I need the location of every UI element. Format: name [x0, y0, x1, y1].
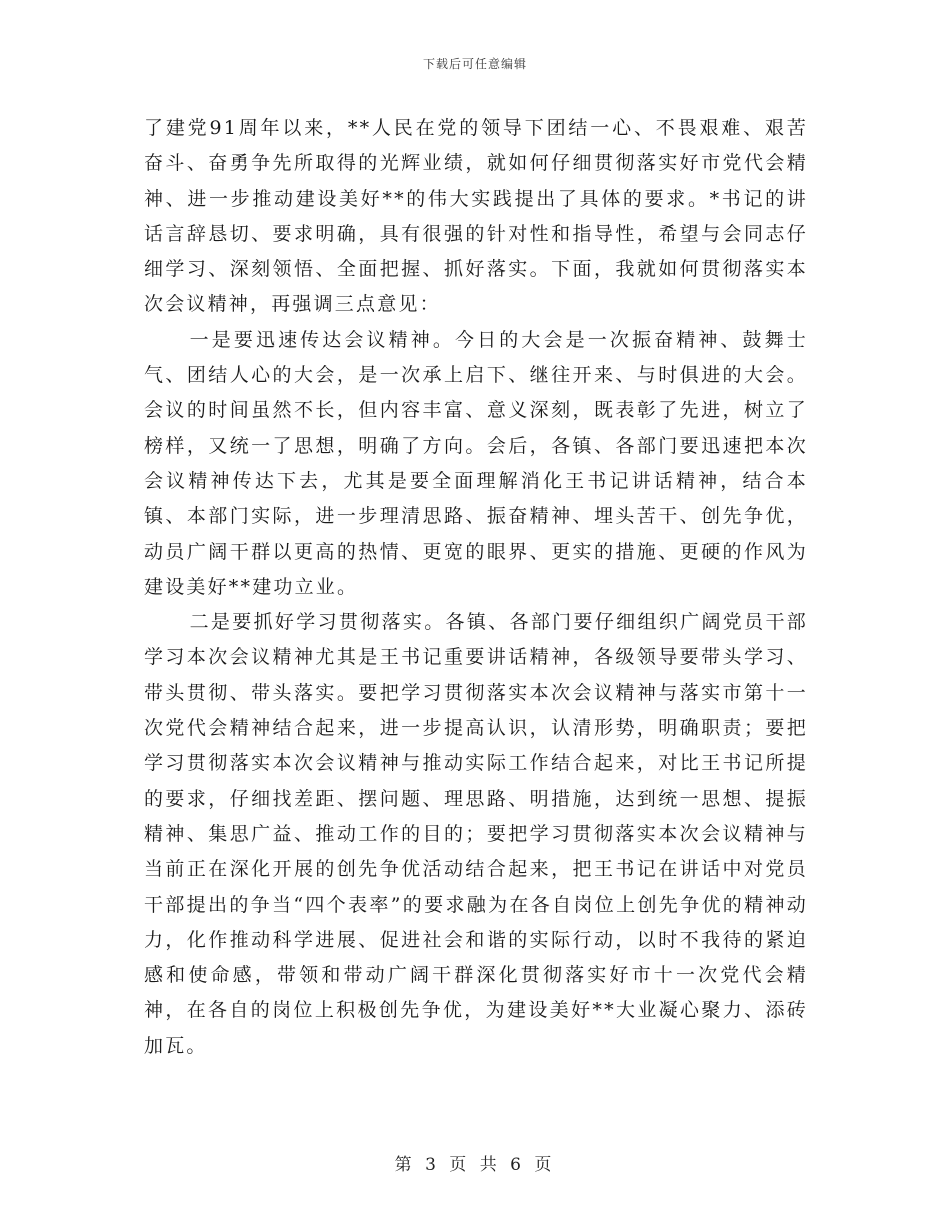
paragraph-point-one: 一是要迅速传达会议精神。今日的大会是一次振奋精神、鼓舞士气、团结人心的大会，是一次承上启下、继往开来、与时俱进的大会。会议的时间虽然不长，但内容丰富、意义深刻，既表彰了先进，树立了榜样，又统一了思想，明确了方向。会后，各镇、各部门要迅速把本次会议精神传达下去，尤其是要全面理解消化王书记讲话精神，结合本镇、本部门实际，进一步理清思路、振奋精神、埋头苦干、创先争优，动员广阔干群以更高的热情、更宽的眼界、更实的措施、更硬的作风为建设美好**建功立业。: [144, 328, 808, 598]
paragraph-point-two: 二是要抓好学习贯彻落实。各镇、各部门要仔细组织广阔党员干部学习本次会议精神尤其是王书记重要讲话精神，各级领导要带头学习、带头贯彻、带头落实。要把学习贯彻落实本次会议精神与落实市第十一次党代会精神结合起来，进一步提高认识，认清形势，明确职责；要把学习贯彻落实本次会议精神与推动实际工作结合起来，对比王书记所提的要求，仔细找差距、摆问题、理思路、明措施，达到统一思想、提振精神、集思广益、推动工作的目的；要把学习贯彻落实本次会议精神与当前正在深化开展的创先争优活动结合起来，把王书记在讲话中对党员干部提出的争当“四个表率”的要求融为在各自岗位上创先争优的精神动力，化作推动科学进展、促进社会和谐的实际行动，以时不我待的紧迫感和使命感，带领和带动广阔干群深化贯彻落实好市十一次党代会精神，在各自的岗位上积极创先争优，为建设美好**大业凝心聚力、添砖加瓦。: [144, 611, 808, 1057]
header-note: 下载后可任意编辑: [422, 57, 527, 71]
page-number: 第 3 页 共 6 页: [394, 1155, 556, 1175]
document-body: [144, 111, 808, 1064]
paragraph-continuation: 了建党91周年以来，**人民在党的领导下团结一心、不畏艰难、艰苦奋斗、奋勇争先所取得的光辉业绩，就如何仔细贯彻落实好市党代会精神、进一步推动建设美好**的伟大实践提出了具体的要求。*书记的讲话言辞恳切、要求明确，具有很强的针对性和指导性，希望与会同志仔细学习、深刻领悟、全面把握、抓好落实。下面，我就如何贯彻落实本次会议精神，再强调三点意见：: [144, 117, 808, 316]
